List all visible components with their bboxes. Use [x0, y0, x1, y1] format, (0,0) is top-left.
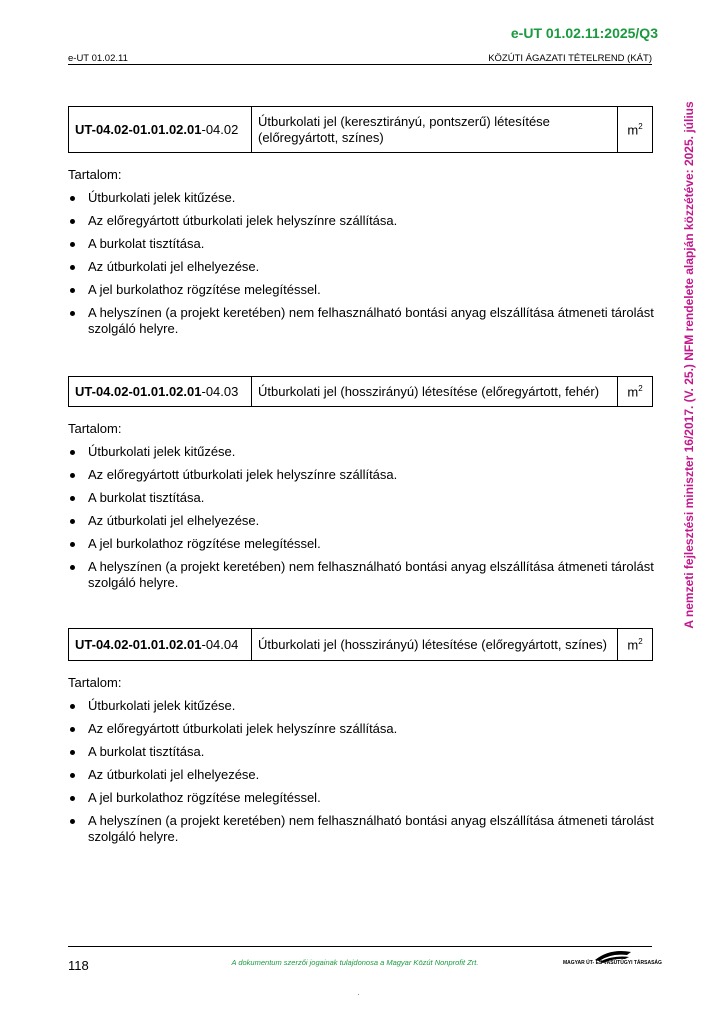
- item-unit: $m^2$: [618, 629, 653, 661]
- document-code: e-UT 01.02.11:2025/Q3: [510, 25, 658, 41]
- copyright-notice: A dokumentum szerzői jogainak tulajdonosa a Magyar Közút Nonprofit Zrt.: [231, 958, 479, 967]
- item-code: UT-04.02-01.01.02.01-04.02: [69, 107, 252, 153]
- header-divider: [68, 64, 652, 65]
- list-item: A burkolat tisztítása.: [68, 236, 656, 252]
- list-item: A jel burkolathoz rögzítése melegítéssel.: [68, 536, 656, 552]
- society-logo-icon: [565, 946, 655, 972]
- list-item: Az előregyártott útburkolati jelek helyszínre szállítása.: [68, 467, 656, 483]
- list-item: A burkolat tisztítása.: [68, 744, 656, 760]
- contents-label: Tartalom:: [68, 167, 122, 182]
- item-header-table: [68, 106, 653, 153]
- header-right: KÖZÚTI ÁGAZATI TÉTELREND (KÁT): [488, 53, 652, 64]
- item-unit: $m^2$: [618, 107, 653, 153]
- list-item: Az útburkolati jel elhelyezése.: [68, 259, 656, 275]
- list-item: A jel burkolathoz rögzítése melegítéssel.: [68, 790, 656, 806]
- contents-label: Tartalom:: [68, 675, 122, 690]
- side-publication-note: A nemzeti fejlesztési miniszter 16/2017. (V. 25.) NFM rendelete alapján közzétéve: 2025. július: [682, 101, 696, 629]
- list-item: Az előregyártott útburkolati jelek helyszínre szállítása.: [68, 721, 656, 737]
- list-item: Az útburkolati jel elhelyezése.: [68, 513, 656, 529]
- item-code: UT-04.02-01.01.02.01-04.03: [69, 377, 252, 407]
- list-item: A burkolat tisztítása.: [68, 490, 656, 506]
- list-item: A helyszínen (a projekt keretében) nem felhasználható bontási anyag elszállítása átmeneti tárolást szolgáló helyre.: [68, 813, 656, 845]
- contents-list: [68, 444, 656, 591]
- item-section-3: [68, 628, 656, 845]
- contents-list: [68, 698, 656, 845]
- page-number: 118: [68, 958, 89, 973]
- item-description: Útburkolati jel (hosszirányú) létesítése (előregyártott, színes): [252, 629, 618, 661]
- item-description: Útburkolati jel (hosszirányú) létesítése (előregyártott, fehér): [252, 377, 618, 407]
- header-left: e-UT 01.02.11: [68, 53, 128, 64]
- item-header-table: [68, 376, 653, 407]
- list-item: Útburkolati jelek kitűzése.: [68, 698, 656, 714]
- list-item: Az előregyártott útburkolati jelek helyszínre szállítása.: [68, 213, 656, 229]
- item-unit: $m^2$: [618, 377, 653, 407]
- list-item: A helyszínen (a projekt keretében) nem felhasználható bontási anyag elszállítása átmeneti tárolást szolgáló helyre.: [68, 559, 656, 591]
- list-item: Az útburkolati jel elhelyezése.: [68, 767, 656, 783]
- item-section-1: [68, 106, 656, 337]
- stray-dot: [358, 994, 359, 995]
- list-item: A jel burkolathoz rögzítése melegítéssel.: [68, 282, 656, 298]
- item-section-2: [68, 376, 656, 591]
- item-header-table: [68, 628, 653, 661]
- list-item: A helyszínen (a projekt keretében) nem felhasználható bontási anyag elszállítása átmeneti tárolást szolgáló helyre.: [68, 305, 656, 337]
- list-item: Útburkolati jelek kitűzése.: [68, 444, 656, 460]
- contents-list: [68, 190, 656, 337]
- list-item: Útburkolati jelek kitűzése.: [68, 190, 656, 206]
- item-description: Útburkolati jel (keresztirányú, pontszerű) létesítése (előregyártott, színes): [252, 107, 618, 153]
- contents-label: Tartalom:: [68, 421, 122, 436]
- logo-text: MAGYAR ÚT- ÉS VASÚTÜGYI TÁRSASÁG: [563, 960, 662, 966]
- item-code: UT-04.02-01.01.02.01-04.04: [69, 629, 252, 661]
